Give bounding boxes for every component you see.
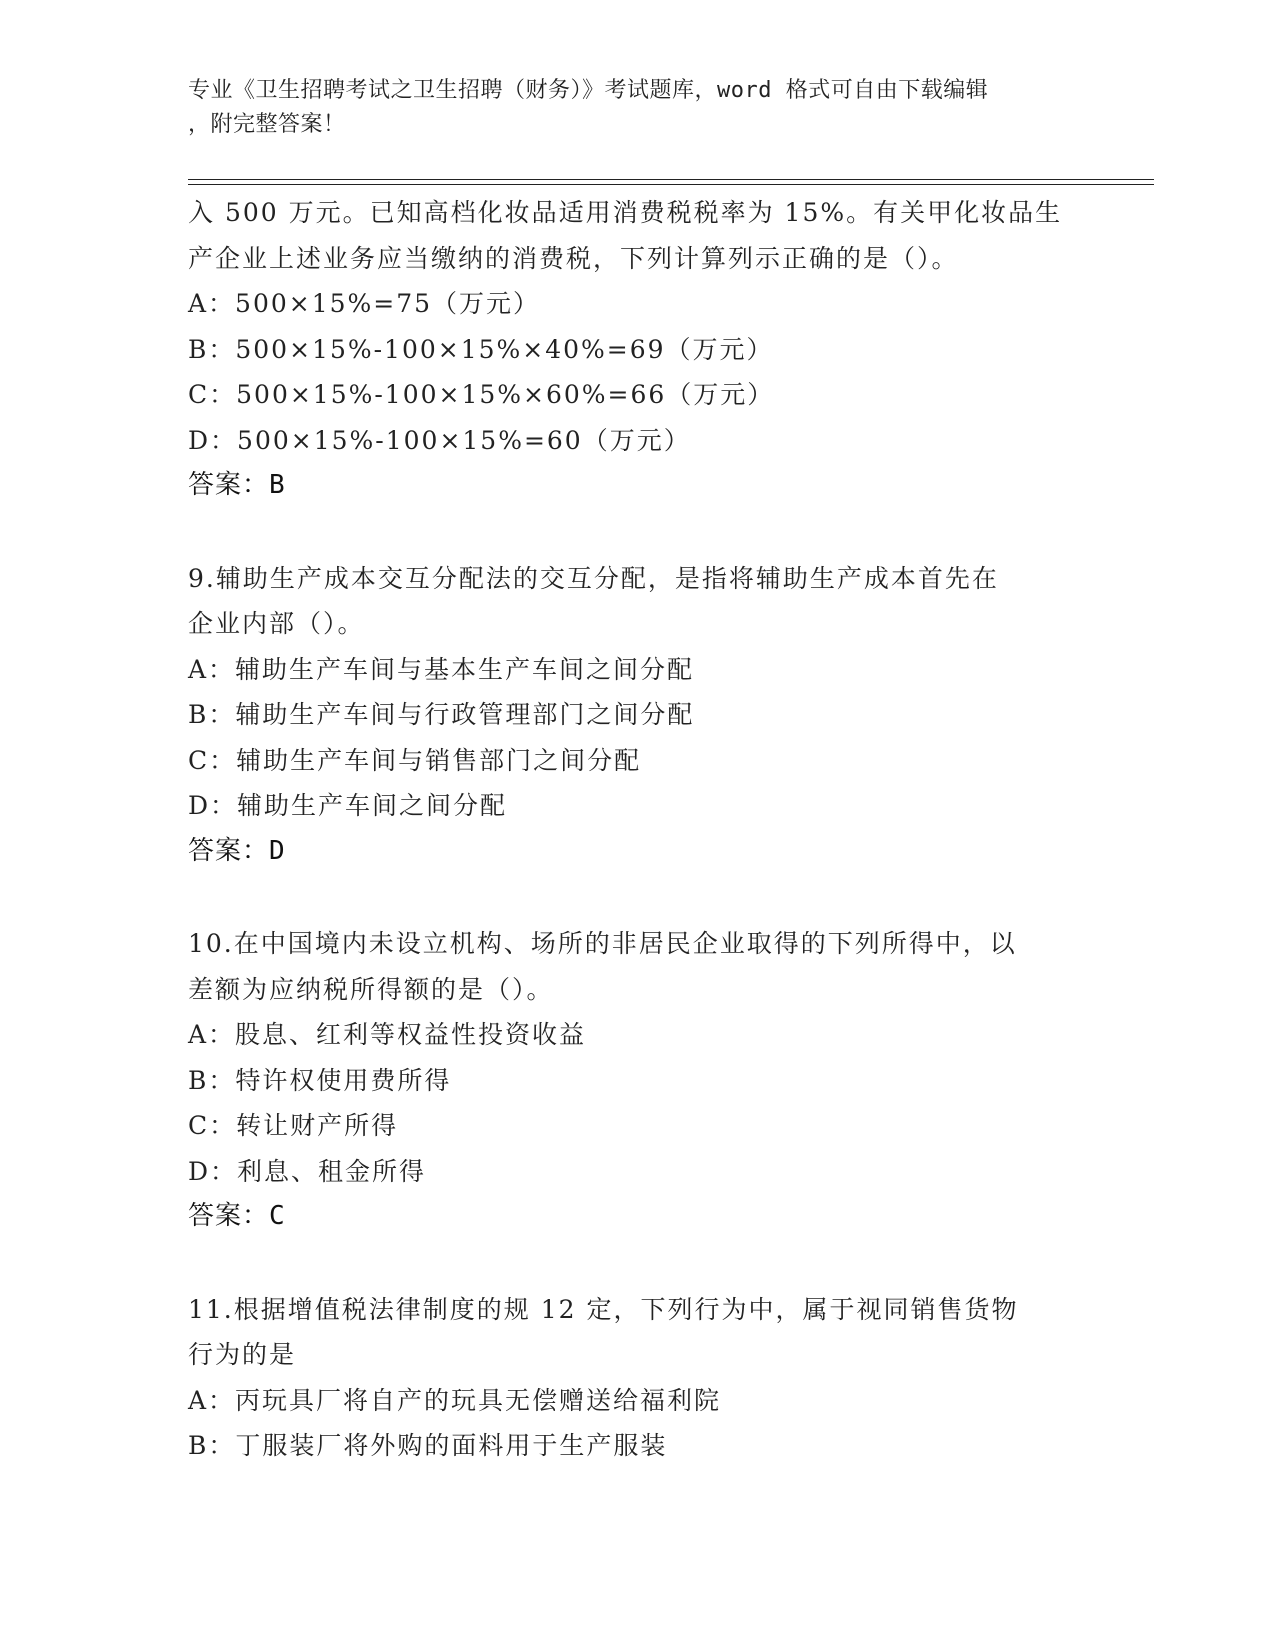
option-b: B：500×15%-100×15%×40%=69（万元）: [188, 334, 774, 364]
question-text-line: 9.辅助生产成本交互分配法的交互分配，是指将辅助生产成本首先在: [188, 563, 999, 593]
option-c: C：辅助生产车间与销售部门之间分配: [188, 745, 642, 775]
option-b: B：丁服装厂将外购的面料用于生产服装: [188, 1431, 668, 1460]
option-d: D：辅助生产车间之间分配: [188, 791, 508, 820]
option-b: B：辅助生产车间与行政管理部门之间分配: [188, 700, 695, 729]
question-8: [188, 190, 1088, 509]
answer-line: 答案：B: [188, 470, 286, 500]
option-a: A：500×15%=75（万元）: [188, 289, 541, 318]
header-line-2: ，附完整答案！: [188, 112, 346, 137]
question-10: [188, 921, 1088, 1240]
option-d: D：500×15%-100×15%=60（万元）: [188, 425, 691, 455]
question-text-line: 10.在中国境内未设立机构、场所的非居民企业取得的下列所得中，以: [188, 929, 1017, 958]
spacer: [188, 874, 1088, 921]
option-a: A：股息、红利等权益性投资收益: [188, 1020, 587, 1049]
question-text-line: 企业内部（）。: [188, 609, 365, 638]
option-a: A：丙玩具厂将自产的玩具无偿赠送给福利院: [188, 1385, 722, 1415]
option-b: B：特许权使用费所得: [188, 1065, 452, 1095]
question-11: [188, 1287, 1088, 1469]
question-text-line: 差额为应纳税所得额的是（）。: [188, 974, 554, 1004]
header-line-1: 专业《卫生招聘考试之卫生招聘（财务）》考试题库，word 格式可自由下载编辑: [188, 78, 989, 103]
option-c: C：转让财产所得: [188, 1111, 399, 1140]
question-text-line: 行为的是: [188, 1340, 297, 1369]
spacer: [188, 1240, 1088, 1287]
answer-line: 答案：D: [188, 835, 286, 866]
question-content: [188, 190, 1088, 1469]
header-divider-top: [188, 179, 1154, 180]
option-c: C：500×15%-100×15%×60%=66（万元）: [188, 380, 775, 409]
question-text-line: 11.根据增值税法律制度的规 12 定，下列行为中，属于视同销售货物: [188, 1294, 1019, 1324]
option-a: A：辅助生产车间与基本生产车间之间分配: [188, 654, 695, 684]
question-text-line: 入 500 万元。已知高档化妆品适用消费税税率为 15%。有关甲化妆品生: [188, 198, 1063, 227]
spacer: [188, 509, 1088, 556]
answer-line: 答案：C: [188, 1201, 286, 1231]
question-9: [188, 556, 1088, 875]
header-divider-bottom: [188, 184, 1154, 185]
document-header: [188, 74, 1088, 142]
option-d: D：利息、租金所得: [188, 1156, 427, 1186]
question-text-line: 产企业上述业务应当缴纳的消费税，下列计算列示正确的是（）。: [188, 243, 959, 273]
